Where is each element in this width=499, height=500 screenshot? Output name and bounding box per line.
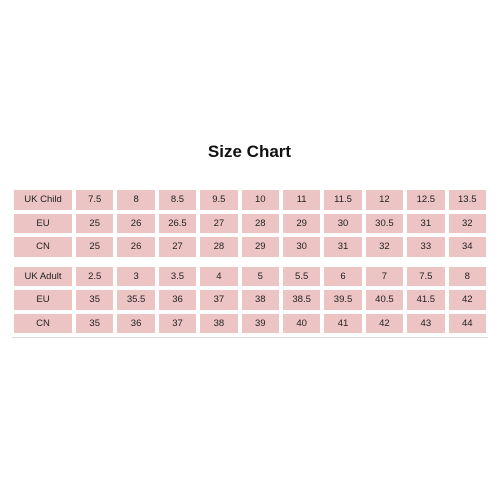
table-cell: 37 (157, 312, 198, 336)
row-label: EU (12, 288, 74, 312)
table-cell: 6 (322, 265, 363, 289)
table-cell: 44 (447, 312, 488, 336)
size-chart-table (12, 188, 488, 338)
table-cell: 29 (240, 235, 281, 259)
table-cell: 27 (198, 212, 239, 236)
table-cell: 3.5 (157, 265, 198, 289)
table-cell: 38 (240, 288, 281, 312)
table-cell: 42 (447, 288, 488, 312)
table-cell: 36 (157, 288, 198, 312)
table-cell: 8 (447, 265, 488, 289)
table-row (12, 312, 488, 336)
table-cell: 3 (115, 265, 156, 289)
table-cell: 29 (281, 212, 322, 236)
table-cell: 7.5 (74, 188, 115, 212)
table-cell: 30 (281, 235, 322, 259)
table-row (12, 212, 488, 236)
table-cell: 30 (322, 212, 363, 236)
table-cell: 39.5 (322, 288, 363, 312)
table-cell: 25 (74, 212, 115, 236)
table-cell: 32 (364, 235, 405, 259)
table-row (12, 265, 488, 289)
table-cell: 34 (447, 235, 488, 259)
table-cell: 9.5 (198, 188, 239, 212)
table-cell: 42 (364, 312, 405, 336)
table-cell: 25 (74, 235, 115, 259)
row-label: UK Child (12, 188, 74, 212)
table-cell: 43 (405, 312, 446, 336)
table-cell: 39 (240, 312, 281, 336)
table-cell: 37 (198, 288, 239, 312)
table-cell: 8.5 (157, 188, 198, 212)
table-cell: 2.5 (74, 265, 115, 289)
row-label: CN (12, 312, 74, 336)
table-cell: 32 (447, 212, 488, 236)
table-cell: 38 (198, 312, 239, 336)
table-cell: 27 (157, 235, 198, 259)
table-cell: 5.5 (281, 265, 322, 289)
table-cell: 35 (74, 288, 115, 312)
table-cell: 11.5 (322, 188, 363, 212)
table-cell: 40.5 (364, 288, 405, 312)
row-label: EU (12, 212, 74, 236)
table-cell: 7.5 (405, 265, 446, 289)
table-cell: 26 (115, 212, 156, 236)
table-cell: 31 (405, 212, 446, 236)
table-cell: 41 (322, 312, 363, 336)
size-table (12, 188, 488, 335)
table-cell: 38.5 (281, 288, 322, 312)
table-cell: 11 (281, 188, 322, 212)
table-row (12, 288, 488, 312)
row-label: CN (12, 235, 74, 259)
table-cell: 13.5 (447, 188, 488, 212)
table-cell: 28 (240, 212, 281, 236)
table-cell: 30.5 (364, 212, 405, 236)
table-cell: 35.5 (115, 288, 156, 312)
table-cell: 31 (322, 235, 363, 259)
table-cell: 33 (405, 235, 446, 259)
table-cell: 5 (240, 265, 281, 289)
table-cell: 26 (115, 235, 156, 259)
page-title: Size Chart (207, 142, 292, 161)
table-cell: 35 (74, 312, 115, 336)
table-row (12, 235, 488, 259)
table-row (12, 188, 488, 212)
table-cell: 40 (281, 312, 322, 336)
table-cell: 41.5 (405, 288, 446, 312)
table-cell: 28 (198, 235, 239, 259)
table-cell: 8 (115, 188, 156, 212)
table-cell: 12 (364, 188, 405, 212)
table-cell: 10 (240, 188, 281, 212)
table-cell: 36 (115, 312, 156, 336)
table-cell: 26.5 (157, 212, 198, 236)
row-label: UK Adult (12, 265, 74, 289)
table-cell: 12.5 (405, 188, 446, 212)
table-cell: 7 (364, 265, 405, 289)
table-cell: 4 (198, 265, 239, 289)
